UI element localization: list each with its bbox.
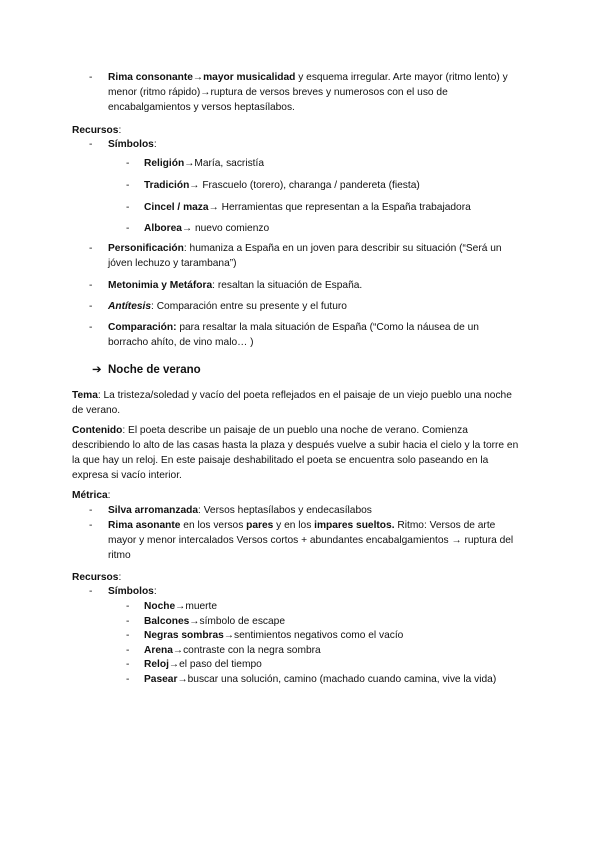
rima-text: y en los bbox=[273, 520, 315, 531]
simbolo-label: Arena bbox=[144, 645, 173, 656]
list-dash: - bbox=[89, 243, 93, 254]
silva-item bbox=[0, 503, 600, 518]
antitesis-item bbox=[0, 299, 600, 314]
comparacion-item bbox=[0, 320, 600, 350]
simbolo-text: → Herramientas que representan a la España trabajadora bbox=[208, 202, 471, 213]
recurso-text: para resaltar la mala situación de España (“Como la náusea de un borracho ahíto, de vino malo… ) bbox=[108, 322, 479, 348]
list-dash: - bbox=[126, 180, 130, 191]
simbolo-text: →muerte bbox=[175, 601, 218, 612]
simbolo-label: Pasear bbox=[144, 674, 178, 685]
list-dash: - bbox=[89, 280, 93, 291]
recurso-text: : humaniza a España en un joven para describir su situación (“Será un jóven lechuzo y tarambana”) bbox=[108, 243, 502, 269]
tema-label: Tema bbox=[72, 390, 98, 401]
simbolo-text: → nuevo comienzo bbox=[181, 223, 270, 234]
list-dash: - bbox=[126, 630, 130, 641]
rima-emphasis: impares sueltos. bbox=[314, 520, 395, 531]
section-title bbox=[0, 362, 600, 378]
colon: : bbox=[153, 586, 157, 597]
silva-label: Silva arromanzada bbox=[108, 505, 199, 516]
simbolos-label: Símbolos bbox=[108, 586, 154, 597]
list-item bbox=[0, 657, 600, 672]
simbolo-text: →símbolo de escape bbox=[189, 616, 285, 627]
rima-text: Ritmo: Versos de arte mayor y menor intercalados Versos cortos + abundantes encabalgamientos → ruptura del ritmo bbox=[108, 520, 514, 561]
simbolo-text: →sentimientos negativos como el vacío bbox=[223, 630, 404, 641]
rima-label: Rima asonante bbox=[108, 520, 181, 531]
recurso-label: Antítesis bbox=[108, 301, 152, 312]
metonimia-item bbox=[0, 278, 600, 293]
list-dash: - bbox=[89, 301, 93, 312]
list-dash: - bbox=[126, 601, 130, 612]
simbolo-label: Alborea bbox=[144, 223, 182, 234]
section-title-text: Noche de verano bbox=[108, 364, 201, 376]
simbolos2-item bbox=[0, 584, 600, 599]
list-dash: - bbox=[126, 202, 130, 213]
rima-label: Rima consonante bbox=[108, 72, 193, 83]
list-item bbox=[0, 628, 600, 643]
arrow-glyph: → bbox=[192, 72, 204, 83]
recursos-heading bbox=[0, 123, 121, 138]
list-dash: - bbox=[126, 645, 130, 656]
list-item bbox=[0, 178, 600, 193]
metrica-heading-label: Métrica bbox=[72, 490, 108, 501]
colon: : bbox=[153, 139, 157, 150]
rima-emphasis: pares bbox=[246, 520, 274, 531]
list-item bbox=[0, 614, 600, 629]
simbolo-label: Reloj bbox=[144, 659, 169, 670]
simbolo-text: →el paso del tiempo bbox=[168, 659, 262, 670]
colon: : bbox=[107, 490, 111, 501]
simbolo-label: Noche bbox=[144, 601, 176, 612]
contenido-paragraph bbox=[0, 423, 600, 483]
list-item bbox=[0, 156, 600, 171]
simbolos-item bbox=[0, 137, 600, 152]
list-item bbox=[0, 672, 600, 687]
list-item bbox=[0, 221, 600, 236]
rima-asonante-item bbox=[0, 518, 600, 563]
metrica-heading bbox=[0, 488, 111, 503]
simbolo-label: Tradición bbox=[144, 180, 190, 191]
colon: : bbox=[118, 572, 122, 583]
simbolo-text: →María, sacristía bbox=[184, 158, 265, 169]
silva-text: : Versos heptasílabos y endecasílabos bbox=[198, 505, 372, 516]
simbolo-text: → Frascuelo (torero), charanga / pandereta (fiesta) bbox=[189, 180, 420, 191]
recurso-label: Comparación: bbox=[108, 322, 177, 333]
simbolo-text: →contraste con la negra sombra bbox=[172, 645, 321, 656]
recurso-text: : Comparación entre su presente y el futuro bbox=[151, 301, 347, 312]
rima-emphasis: mayor musicalidad bbox=[203, 72, 296, 83]
rima-consonante-item bbox=[0, 70, 600, 115]
recurso-label: Metonimia y Metáfora bbox=[108, 280, 213, 291]
colon: : bbox=[118, 125, 122, 136]
simbolo-label: Cincel / maza bbox=[144, 202, 209, 213]
arrow-icon: ➔ bbox=[92, 364, 102, 376]
recurso-text: : resaltan la situación de España. bbox=[212, 280, 363, 291]
list-dash: - bbox=[126, 674, 130, 685]
list-dash: - bbox=[89, 72, 93, 83]
personificacion-item bbox=[0, 241, 600, 271]
list-item bbox=[0, 643, 600, 658]
tema-paragraph bbox=[0, 388, 600, 418]
simbolo-text: →buscar una solución, camino (machado cuando camina, vive la vida) bbox=[177, 674, 497, 685]
list-dash: - bbox=[126, 223, 130, 234]
list-dash: - bbox=[126, 659, 130, 670]
recursos2-heading bbox=[0, 570, 121, 585]
list-dash: - bbox=[89, 520, 93, 531]
contenido-text: : El poeta describe un paisaje de un pueblo una noche de verano. Comienza describiendo lo alto de las casas hasta la plaza y después vuelve a subir hacia el cielo y la torre en la que hay un reloj. En este paisaje deshabilitado el poeta se encuentra solo paseando en la expresa si vacío interior. bbox=[72, 425, 519, 481]
simbolo-label: Balcones bbox=[144, 616, 190, 627]
list-dash: - bbox=[126, 158, 130, 169]
tema-text: : La tristeza/soledad y vacío del poeta reflejados en el paisaje de un viejo pueblo una noche de verano. bbox=[72, 390, 512, 416]
list-dash: - bbox=[126, 616, 130, 627]
rima-text: y esquema irregular. Arte mayor (ritmo lento) y menor (ritmo rápido)→ruptura de versos breves y numerosos con el uso de encabalgamientos y versos heptasílabos. bbox=[108, 72, 508, 113]
contenido-label: Contenido bbox=[72, 425, 123, 436]
recursos-heading-label: Recursos bbox=[72, 125, 119, 136]
simbolos-label: Símbolos bbox=[108, 139, 154, 150]
recurso-label: Personificación bbox=[108, 243, 184, 254]
simbolo-label: Religión bbox=[144, 158, 185, 169]
simbolo-label: Negras sombras bbox=[144, 630, 224, 641]
list-dash: - bbox=[89, 139, 93, 150]
list-dash: - bbox=[89, 586, 93, 597]
list-dash: - bbox=[89, 505, 93, 516]
rima-text: en los versos bbox=[180, 520, 247, 531]
list-dash: - bbox=[89, 322, 93, 333]
list-item bbox=[0, 200, 600, 215]
recursos-heading-label: Recursos bbox=[72, 572, 119, 583]
list-item bbox=[0, 599, 600, 614]
